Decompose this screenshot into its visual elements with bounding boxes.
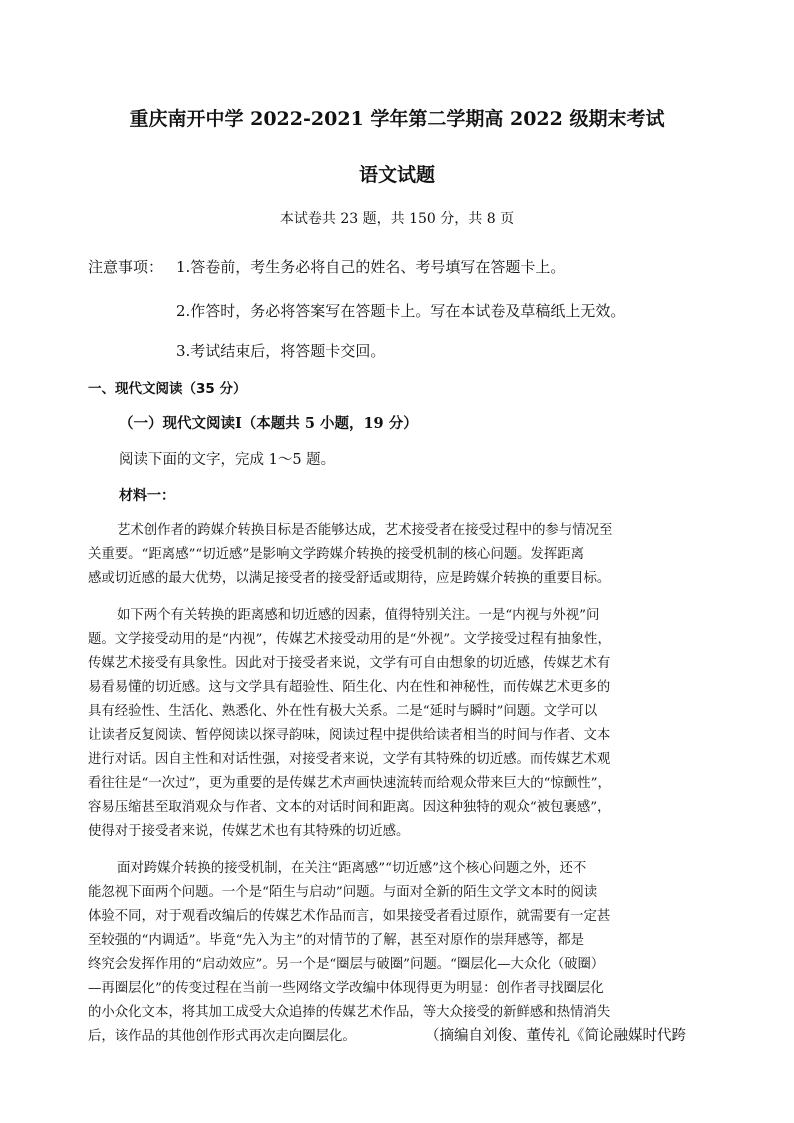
reading-instruction: 阅读下面的文字，完成 1～5 题。 (119, 452, 336, 468)
notes-item-2: 2.作答时，务必将答案写在答题卡上。写在本试卷及草稿纸上无效。 (176, 302, 626, 320)
paragraph-line: 的小众化文本，将其加工成受大众追捧的传媒艺术作品，等大众接受的新鲜感和热情消失 (88, 1005, 611, 1020)
paragraph-line: 感或切近感的最大优势，以满足接受者的接受舒适或期待，应是跨媒介转换的重要目标。 (88, 571, 611, 586)
material-label: 材料一： (119, 488, 175, 504)
paragraph-line: 后，该作品的其他创作形式再次走向圈层化。 (88, 1029, 356, 1044)
paragraph-line: —再圈层化”的传变过程在当前一些网络文学改编中体现得更为明显：创作者寻找圈层化 (88, 981, 604, 996)
paragraph-line: 终究会发挥作用的“启动效应”。另一个是“圈层与破圈”问题。“圈层化—大众化（破圈） (88, 957, 605, 972)
paragraph-line: 让读者反复阅读、暂停阅读以探寻韵味，阅读过程中提供给读者相当的时间与作者、文本 (88, 728, 611, 743)
paragraph-line: 传媒艺术接受有具象性。因此对于接受者来说，文学有可自由想象的切近感，传媒艺术有 (88, 656, 611, 671)
paragraph-line: 至较强的“内调适”。毕竟“先入为主”的对情节的了解，甚至对原作的崇拜感等，都是 (88, 933, 585, 948)
notes-label: 注意事项： (88, 258, 164, 276)
notes-item-1: 1.答卷前，考生务必将自己的姓名、考号填写在答题卡上。 (176, 258, 566, 276)
paragraph-line: 能忽视下面两个问题。一个是“陌生与启动”问题。与面对全新的陌生文学文本时的阅读 (88, 885, 598, 900)
paragraph-line: 体验不同，对于观看改编后的传媒艺术作品而言，如果接受者看过原作，就需要有一定甚 (88, 909, 611, 924)
exam-info: 本试卷共 23 题，共 150 分，共 8 页 (279, 211, 515, 227)
paragraph-line: 进行对话。因自主性和对话性强，对接受者来说，文学有其特殊的切近感。而传媒艺术观 (88, 752, 611, 767)
notes-item-3: 3.考试结束后，将答题卡交回。 (176, 342, 386, 360)
paragraph-line: 面对跨媒介转换的接受机制，在关注“距离感”“切近感”这个核心问题之外，还不 (117, 861, 587, 876)
subsection-heading: （一）现代文阅读Ⅰ（本题共 5 小题，19 分） (119, 415, 418, 432)
paragraph-line: 艺术创作者的跨媒介转换目标是否能够达成，艺术接受者在接受过程中的参与情况至 (117, 523, 613, 538)
paragraph-line: 使得对于接受者来说，传媒艺术也有其特殊的切近感。 (88, 824, 410, 839)
paragraph-line: 看往往是“一次过”，更为重要的是传媒艺术声画快速流转而给观众带来巨大的“惊颤性”， (88, 776, 611, 791)
section-heading: 一、现代文阅读（35 分） (88, 381, 247, 397)
paragraph-line: 具有经验性、生活化、熟悉化、外在性有极大关系。二是“延时与瞬时”问题。文学可以 (88, 704, 598, 719)
paragraph-line: 题。文学接受动用的是“内视”，传媒艺术接受动用的是“外视”。文学接受过程有抽象性， (88, 632, 611, 647)
exam-title: 重庆南开中学 2022-2021 学年第二学期高 2022 级期末考试 (129, 108, 665, 130)
paragraph-line: 易看易懂的切近感。这与文学具有超验性、陌生化、内在性和神秘性，而传媒艺术更多的 (88, 680, 611, 695)
paragraph-line: 如下两个有关转换的距离感和切近感的因素，值得特别关注。一是“内视与外视”问 (117, 608, 600, 623)
exam-subtitle: 语文试题 (358, 164, 435, 186)
source-citation: （摘编自刘俊、董传礼《简论融媒时代跨 (425, 1028, 686, 1044)
paragraph-line: 关重要。“距离感”“切近感”是影响文学跨媒介转换的接受机制的核心问题。发挥距离 (88, 547, 585, 562)
paragraph-line: 容易压缩甚至取消观众与作者、文本的对话时间和距离。因这种独特的观众“被包裹感”， (88, 800, 611, 815)
